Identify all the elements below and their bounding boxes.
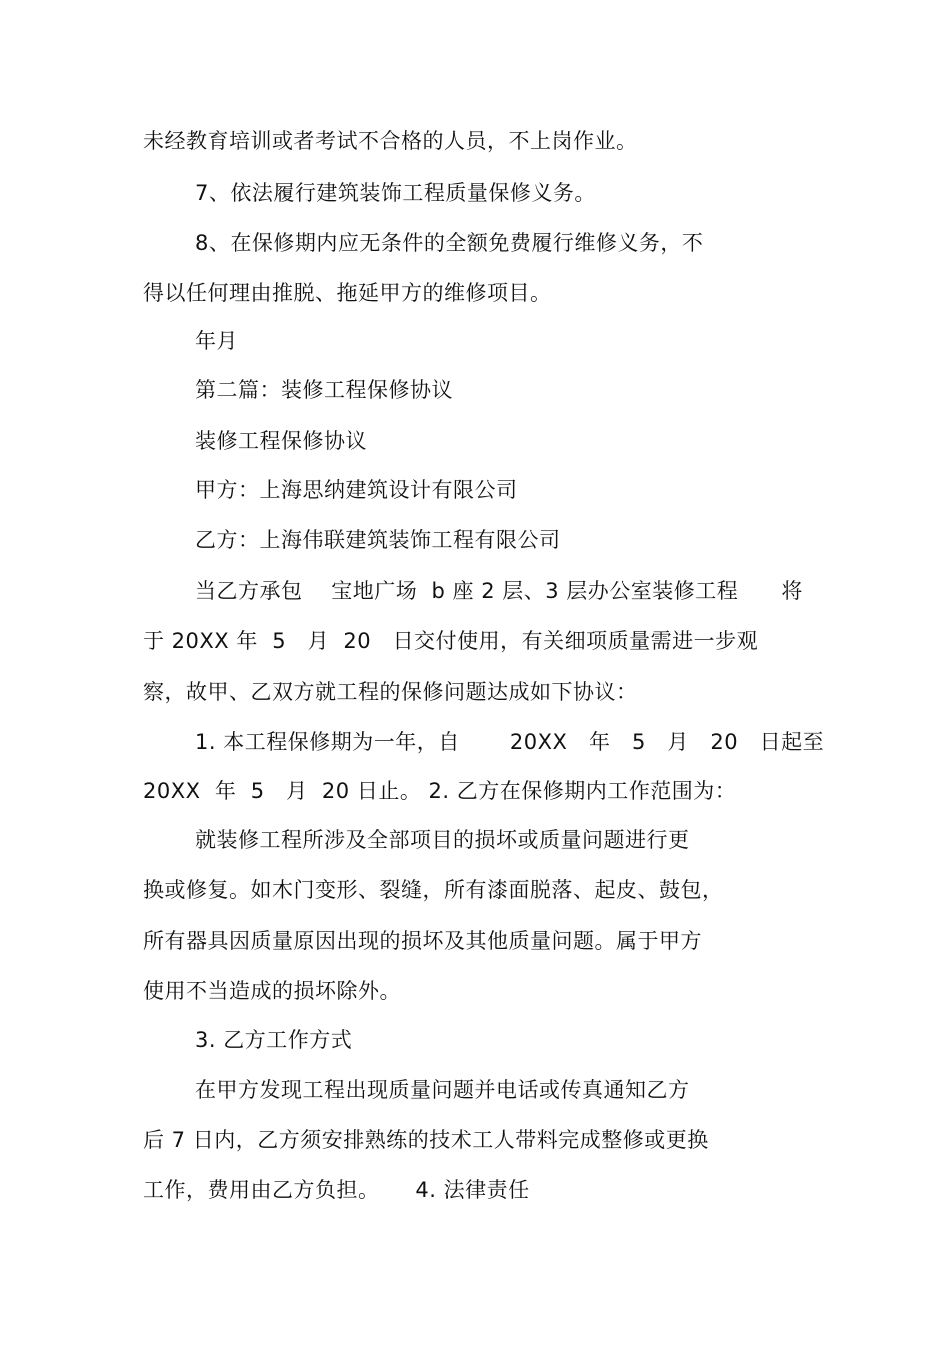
section-heading: 第二篇：装修工程保修协议 bbox=[195, 378, 453, 402]
text-line: 20XX 年 5 月 20 日止。 2. 乙方在保修期内工作范围为： bbox=[143, 779, 737, 803]
text-line: 察，故甲、乙双方就工程的保修问题达成如下协议： bbox=[143, 680, 638, 704]
text-line: 8、在保修期内应无条件的全额免费履行维修义务，不 bbox=[195, 231, 704, 255]
text-line: 7、依法履行建筑装饰工程质量保修义务。 bbox=[195, 181, 596, 205]
party-a: 甲方：上海思纳建筑设计有限公司 bbox=[195, 478, 518, 502]
text-line: 于 20XX 年 5 月 20 日交付使用，有关细项质量需进一步观 bbox=[143, 629, 759, 653]
text-line: 工作，费用由乙方负担。 4. 法律责任 bbox=[143, 1178, 530, 1202]
party-b: 乙方：上海伟联建筑装饰工程有限公司 bbox=[195, 528, 561, 552]
clause-3-heading: 3. 乙方工作方式 bbox=[195, 1028, 353, 1052]
text-line: 换或修复。如木门变形、裂缝，所有漆面脱落、起皮、鼓包， bbox=[143, 878, 724, 902]
clause-1: 1. 本工程保修期为一年，自 20XX 年 5 月 20 日起至 bbox=[195, 730, 825, 754]
text-line: 所有器具因质量原因出现的损坏及其他质量问题。属于甲方 bbox=[143, 929, 702, 953]
text-line: 就装修工程所涉及全部项目的损坏或质量问题进行更 bbox=[195, 828, 690, 852]
agreement-title: 装修工程保修协议 bbox=[195, 429, 367, 453]
text-line: 年月 bbox=[195, 329, 238, 353]
text-line: 得以任何理由推脱、拖延甲方的维修项目。 bbox=[143, 281, 552, 305]
text-line: 当乙方承包 宝地广场 b 座 2 层、3 层办公室装修工程 将 bbox=[195, 579, 803, 603]
text-line: 未经教育培训或者考试不合格的人员，不上岗作业。 bbox=[143, 129, 638, 153]
text-line: 使用不当造成的损坏除外。 bbox=[143, 979, 401, 1003]
text-line: 后 7 日内，乙方须安排熟练的技术工人带料完成整修或更换 bbox=[143, 1128, 709, 1152]
text-line: 在甲方发现工程出现质量问题并电话或传真通知乙方 bbox=[195, 1078, 690, 1102]
